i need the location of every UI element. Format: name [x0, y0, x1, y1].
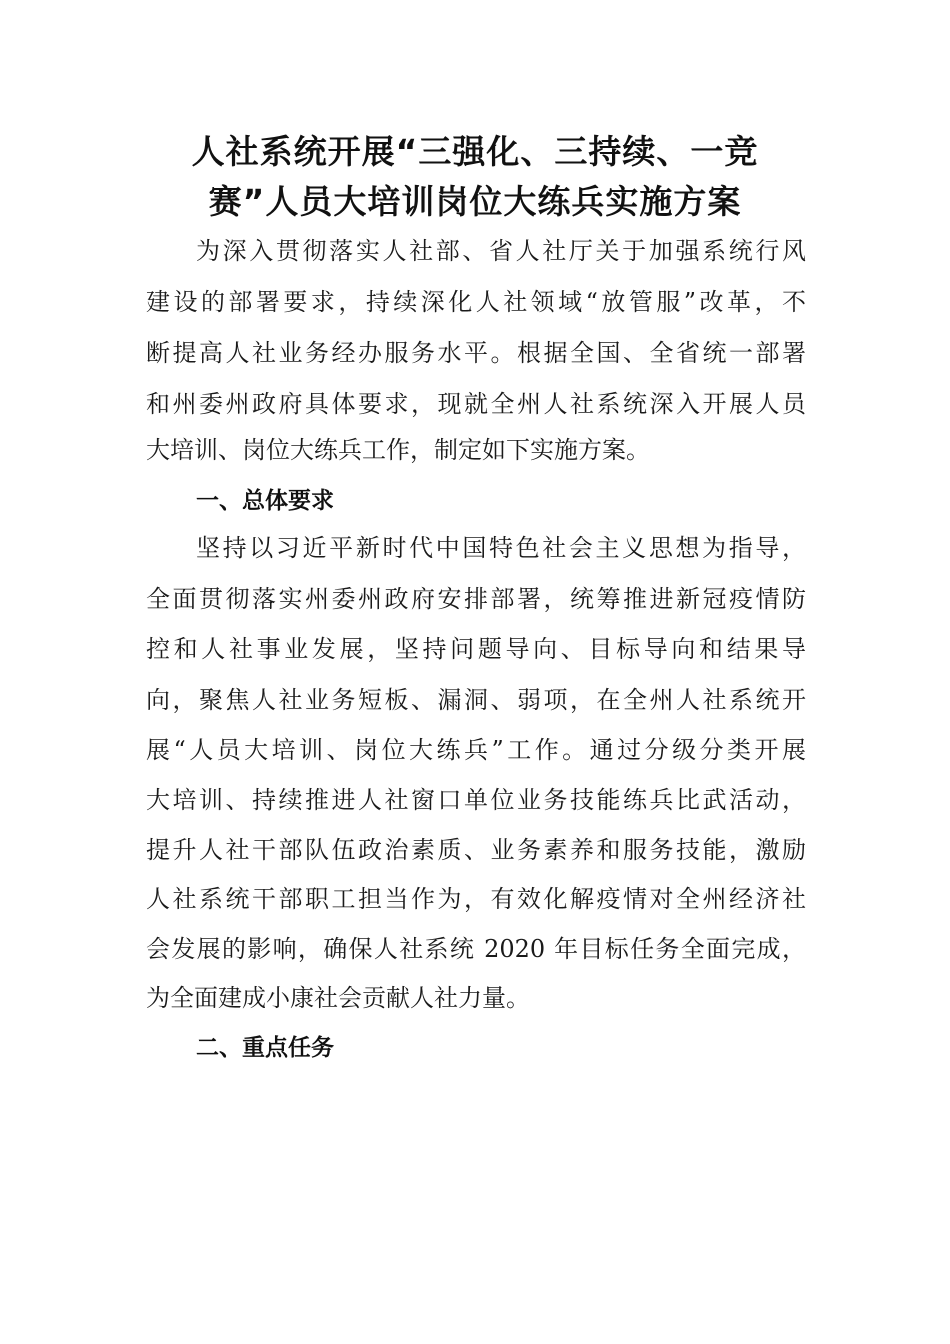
document-title [140, 127, 810, 227]
intro-line-2: 建设的部署要求，持续深化人社领域“放管服”改革，不 [146, 288, 806, 316]
section1-line-5: 展“人员大培训、岗位大练兵”工作。通过分级分类开展 [146, 736, 806, 764]
section1-line-7: 提升人社干部队伍政治素质、业务素养和服务技能，激励 [146, 836, 806, 864]
section1-line-1: 坚持以习近平新时代中国特色社会主义思想为指导， [196, 534, 806, 562]
intro-line-1: 为深入贯彻落实人社部、省人社厅关于加强系统行风 [196, 237, 806, 265]
section1-line-2: 全面贯彻落实州委州政府安排部署，统筹推进新冠疫情防 [146, 585, 806, 613]
intro-line-3: 断提高人社业务经办服务水平。根据全国、全省统一部署 [146, 339, 806, 367]
section-heading-overall-requirements: 一、总体要求 [196, 488, 334, 514]
section-heading-key-tasks: 二、重点任务 [196, 1035, 334, 1061]
section1-line-4: 向，聚焦人社业务短板、漏洞、弱项，在全州人社系统开 [146, 686, 806, 714]
section1-line-8: 人社系统干部职工担当作为，有效化解疫情对全州经济社 [146, 885, 806, 913]
title-line-1: 人社系统开展“三强化、三持续、一竞 [191, 132, 759, 171]
section1-line-10: 为全面建成小康社会贡献人社力量。 [146, 984, 530, 1012]
title-line-2: 赛”人员大培训岗位大练兵实施方案 [208, 182, 742, 221]
section1-line-9: 会发展的影响，确保人社系统 2020 年目标任务全面完成， [146, 935, 806, 963]
section1-line-3: 控和人社事业发展，坚持问题导向、目标导向和结果导 [146, 635, 806, 663]
section1-line-6: 大培训、持续推进人社窗口单位业务技能练兵比武活动， [146, 786, 806, 814]
intro-line-4: 和州委州政府具体要求，现就全州人社系统深入开展人员 [146, 390, 806, 418]
intro-line-5: 大培训、岗位大练兵工作，制定如下实施方案。 [146, 436, 650, 464]
